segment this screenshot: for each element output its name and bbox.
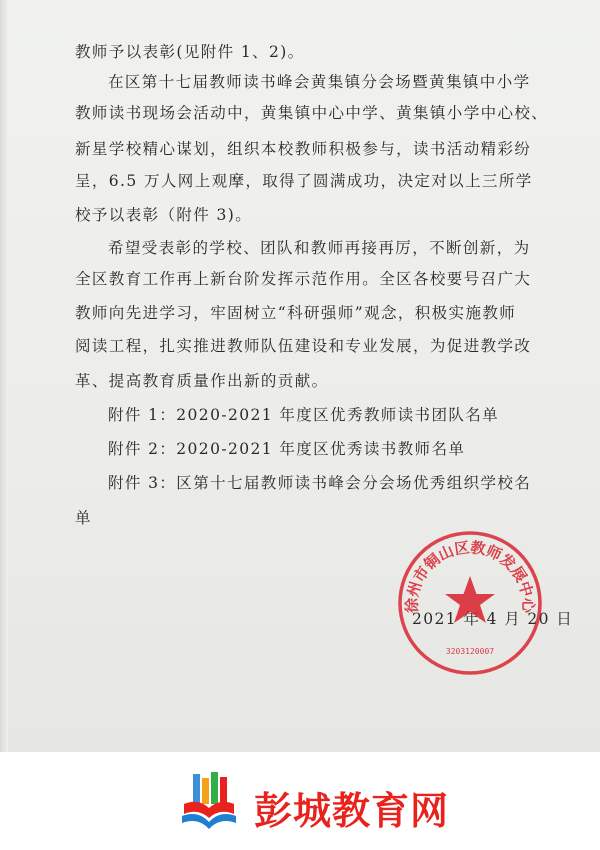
body-line: 全区教育工作再上新台阶发挥示范作用。全区各校要号召广大 — [75, 270, 532, 288]
body-line: 在区第十七届教师读书峰会黄集镇分会场暨黄集镇中小学 — [108, 73, 531, 91]
attachment-1: 附件 1：2020-2021 年度区优秀教师读书团队名单 — [108, 406, 500, 424]
official-seal — [395, 528, 545, 678]
document-date: 2021 年 4 月 20 日 — [412, 610, 574, 628]
body-line: 教师向先进学习，牢固树立“科研强师”观念，积极实施教师 — [75, 304, 517, 322]
book-logo-icon — [178, 768, 240, 834]
body-line: 呈，6.5 万人网上观摩，取得了圆满成功，决定对以上三所学 — [75, 172, 533, 190]
attachment-3-continuation: 单 — [75, 509, 92, 527]
attachment-3: 附件 3：区第十七届教师读书峰会分会场优秀组织学校名 — [108, 474, 532, 492]
seal-text: 徐州市铜山区教师发展中心 — [402, 538, 538, 613]
attachment-2: 附件 2：2020-2021 年度区优秀读书教师名单 — [108, 440, 466, 458]
site-name: 彭城教育网 — [254, 789, 450, 833]
body-line: 革、提高教育质量作出新的贡献。 — [75, 372, 329, 390]
body-line: 教师读书现场会活动中，黄集镇中心中学、黄集镇小学中心校、 — [75, 104, 549, 122]
seal-code: 3203120007 — [445, 647, 495, 656]
body-line: 校予以表彰（附件 3)。 — [75, 206, 253, 224]
body-line: 阅读工程，扎实推进教师队伍建设和专业发展，为促进教学改 — [75, 337, 532, 355]
page-fold-shadow — [0, 0, 8, 752]
seal-star-icon — [445, 576, 495, 623]
body-line: 教师予以表彰(见附件 1、2)。 — [75, 43, 305, 61]
body-line: 新星学校精心谋划，组织本校教师积极参与，读书活动精彩纷 — [75, 140, 532, 158]
body-line: 希望受表彰的学校、团队和教师再接再厉，不断创新，为 — [108, 239, 531, 257]
